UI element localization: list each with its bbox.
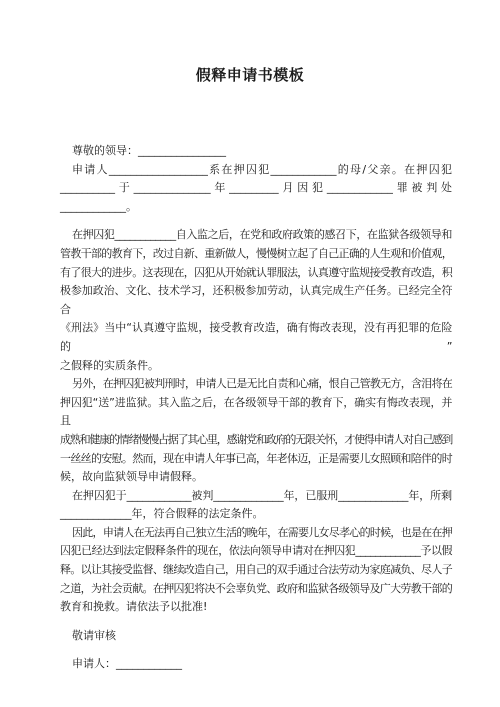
- paragraph-line: 释。以让其接受监督、继续改造自己，用自己的双手通过合法劳动为家庭减负、尽人子: [60, 563, 452, 577]
- paragraph-line: 押囚犯“送”进监狱。其入监之后，在各级领导干部的教育下，确实有悔改表现，并且: [60, 395, 452, 428]
- document-title: 假释申请书模板: [195, 66, 305, 84]
- signature-line: 申请人：____________: [72, 657, 182, 671]
- paragraph-line: ____________。: [60, 199, 137, 213]
- paragraph-line: 管教干部的教育下，改过自新、重新做人，慢慢树立起了自己正确的人生观和价值观，: [60, 246, 452, 260]
- paragraph-line: 因此，申请人在无法再自己独立生活的晚年，在需要儿女尽孝心的时候，也是在在押: [72, 525, 452, 539]
- closing: 敬请审核: [72, 628, 116, 642]
- paragraph-line: 之假释的实质条件。: [60, 358, 159, 372]
- paragraph-line: 极参加政治、文化、技术学习，还积极参加劳动，认真完成生产任务。已经完全符合: [60, 284, 452, 316]
- paragraph-line: 成熟和健康的情绪慢慢占据了其心里，感谢党和政府的无限关怀，才使得申请人对自己感到: [60, 432, 452, 446]
- paragraph-line: 在押囚犯____________自入监之后，在党和政府政策的感召下，在监狱各级领导和: [72, 228, 452, 242]
- paragraph-line: 一丝丝的安慰。然而，现在申请人年事已高，年老体迈，正是需要儿女照顾和陪伴的时: [60, 451, 452, 465]
- paragraph-line: 候，故向监狱领导申请假释。: [60, 470, 203, 484]
- paragraph-line: 在押囚犯于____________被判_____________年，已服刑_____________年，所剩: [72, 488, 452, 502]
- paragraph-line: 教育和挽救。请依法予以批准!: [60, 600, 208, 614]
- paragraph-line: 之道，为社会贡献。在押囚犯将决不会辜负党、政府和监狱各级领导及广大劳教干部的: [60, 581, 452, 595]
- paragraph-line: 申请人__________________系在押囚犯____________的母/父亲。在押囚犯: [72, 162, 452, 176]
- paragraph-line: 囚犯已经达到法定假释条件的现在，依法向领导申请对在押囚犯_____________予以假: [60, 544, 452, 558]
- paragraph-line: _____________年，符合假释的法定条件。: [60, 507, 264, 521]
- salutation: 尊敬的领导：________________: [72, 144, 226, 157]
- document-body: [60, 142, 452, 674]
- paragraph-line: 有了很大的进步。这表现在，囚犯从开始就认罪服法，认真遵守监规接受教育改造，积: [60, 265, 452, 279]
- paragraph-line: 另外，在押囚犯被判刑时，申请人已是无比自责和心痛，恨自己管教无方，含泪将在: [72, 377, 452, 391]
- paragraph-line: 《刑法》当中“认真遵守监规，接受教育改造，确有悔改表现，没有再犯罪的危险的”: [60, 321, 452, 353]
- paragraph-line: __________于______________年_________月因犯____________罪被判处: [60, 181, 452, 195]
